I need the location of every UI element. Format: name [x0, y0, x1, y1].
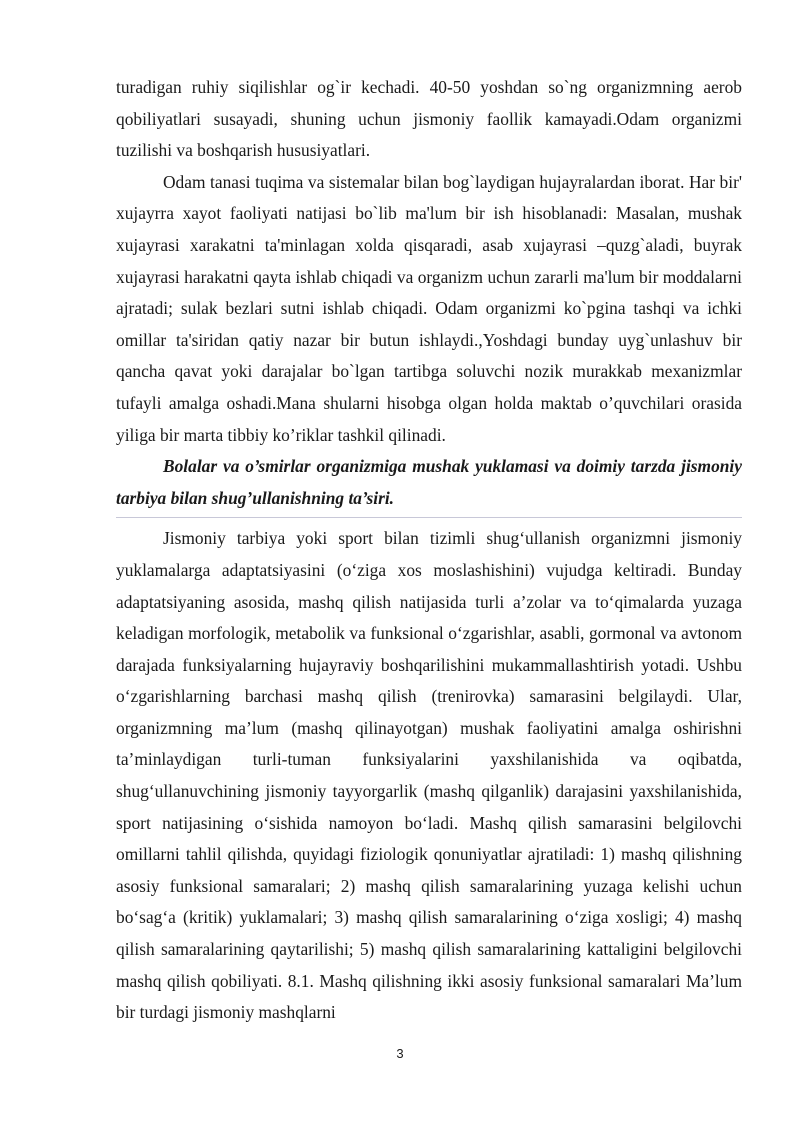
section-heading: Bolalar va o’smirlar organizmiga mushak yuklamasi va doimiy tarzda jismoniy tarbiya bilan shug’ullanishning ta’siri. [116, 456, 742, 508]
paragraph-intro: turadigan ruhiy siqilishlar og`ir kechadi. 40-50 yoshdan so`ng organizmning aerob qobiliyatlari susayadi, shuning uchun jismoniy faollik kamayadi.Odam organizmi tuzilishi va boshqarish hususiyatlari. [116, 77, 742, 161]
paragraph-body-organism: Odam tanasi tuqima va sistemalar bilan bog`laydigan hujayralardan iborat. Har bir' xujayrra xayot faoliyati natijasi bo`lib ma'lum bir ish hisoblanadi: Masalan, mushak xujayrasi xarakatni ta'minlagan xolda qisqaradi, asab xujayrasi –quzg`aladi, buyrak xujayrasi harakatni qayta ishlab chiqadi va organizm uchun zararli ma'lum bir moddalarni ajratadi; sulak bezlari sutni ishlab chiqadi. Odam organizmi ko`pgina tashqi va ichki omillar ta'siridan qatiy nazar bir butun ishlaydi.,Yoshdagi bunday uyg`unlashuv bir qancha qavat yoki darajalar bo`lgan tartibga soluvchi nozik murakkab mexanizmlar tufayli amalga oshadi.Mana shularni hisobga olgan holda maktab o’quvchilari orasida yiliga bir marta tibbiy ko’riklar tashkil qilinadi. [116, 171, 742, 445]
document-page [116, 72, 742, 1029]
heading-divider [116, 517, 742, 518]
paragraph-body-training: Jismoniy tarbiya yoki sport bilan tizimli shug‘ullanish organizmni jismoniy yuklamalarga adaptatsiyasini (o‘ziga xos moslashishini) vujudga keltiradi. Bunday adaptatsiyaning asosida, mashq qilish natijasida turli a’zolar va to‘qimalarda yuzaga keladigan morfologik, metabolik va funksional o‘zgarishlar, asabli, gormonal va avtonom darajada funksiyalarning hujayraviy boshqarilishini mukammallashtirish yotadi. Ushbu o‘zgarishlarning barchasi mashq qilish (trenirovka) samarasini belgilaydi. Ular, organizmning ma’lum (mashq qilinayotgan) mushak faoliyatini amalga oshirishni ta’minlaydigan turli-tuman funksiyalarini yaxshilanishida va oqibatda, shug‘ullanuvchining jismoniy tayyorgarlik (mashq qilganlik) darajasini yaxshilanishida, sport natijasining o‘sishida namoyon bo‘ladi. Mashq qilish samarasini belgilovchi omillarni tahlil qilishda, quyidagi fiziologik qonuniyatlar ajratiladi: 1) mashq qilishning asosiy funksional samaralari; 2) mashq qilish samaralarining yuzaga kelishi uchun bo‘sag‘a (kritik) yuklamalari; 3) mashq qilish samaralarining o‘ziga xosligi; 4) mashq qilish samaralarining qaytarilishi; 5) mashq qilish samaralarining kattaligini belgilovchi mashq qilish qobiliyati. 8.1. Mashq qilishning ikki asosiy funksional samaralari Ma’lum bir turdagi jismoniy mashqlarni [116, 528, 742, 1023]
page-number: 3 [396, 1046, 404, 1061]
